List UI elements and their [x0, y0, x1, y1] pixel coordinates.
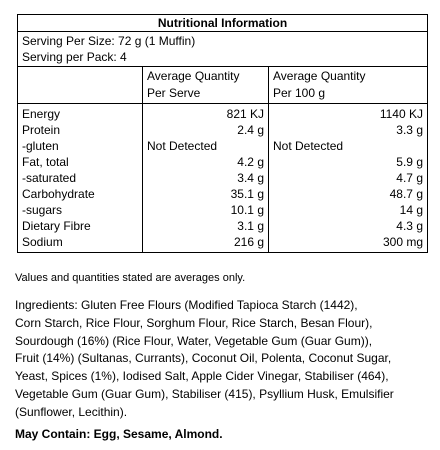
- per-100g-value: 4.3 g: [269, 218, 428, 234]
- header-per-serve-line1: Average Quantity: [147, 69, 240, 83]
- nutrient-row-dietary-fibre: [18, 218, 428, 234]
- nutrient-row-sugars: [18, 202, 428, 218]
- nutrient-name: -saturated: [18, 170, 143, 186]
- nutrient-row-sodium: [18, 234, 428, 253]
- ingredients-line: Fruit (14%) (Sultanas, Currants), Coconut Oil, Polenta, Coconut Sugar,: [15, 351, 392, 366]
- header-blank-cell: [18, 67, 143, 104]
- per-serve-value: Not Detected: [143, 138, 269, 154]
- header-per-100g: [269, 67, 428, 104]
- per-100g-value: 1140 KJ: [269, 104, 428, 123]
- nutrient-name: Sodium: [18, 234, 143, 253]
- averages-footnote: Values and quantities stated are averages only.: [15, 272, 246, 284]
- per-serve-value: 4.2 g: [143, 154, 269, 170]
- ingredients-list: [15, 297, 435, 422]
- nutrient-name: Dietary Fibre: [18, 218, 143, 234]
- nutrient-name: Carbohydrate: [18, 186, 143, 202]
- allergen-statement: May Contain: Egg, Sesame, Almond.: [15, 427, 223, 441]
- ingredients-line: Sourdough (16%) (Rice Flour, Water, Vegetable Gum (Guar Gum)),: [15, 333, 373, 348]
- per-serve-value: 3.4 g: [143, 170, 269, 186]
- per-100g-value: 4.7 g: [269, 170, 428, 186]
- nutrient-row-energy: [18, 104, 428, 123]
- nutrition-panel: [17, 14, 428, 253]
- nutrient-row-fat-total: [18, 154, 428, 170]
- per-serve-value: 10.1 g: [143, 202, 269, 218]
- header-per-serve: [143, 67, 269, 104]
- per-serve-value: 2.4 g: [143, 122, 269, 138]
- per-100g-value: Not Detected: [269, 138, 428, 154]
- ingredients-line: (Sunflower, Lecithin).: [15, 404, 128, 419]
- per-serve-value: 216 g: [143, 234, 269, 253]
- per-100g-value: 14 g: [269, 202, 428, 218]
- nutrient-row-carbohydrate: [18, 186, 428, 202]
- per-serve-value: 35.1 g: [143, 186, 269, 202]
- per-100g-value: 300 mg: [269, 234, 428, 253]
- nutrient-name: Protein: [18, 122, 143, 138]
- header-per-serve-line2: Per Serve: [147, 86, 201, 100]
- serving-per-pack: Serving per Pack: 4: [22, 50, 127, 64]
- per-serve-value: 3.1 g: [143, 218, 269, 234]
- per-100g-value: 5.9 g: [269, 154, 428, 170]
- ingredients-line: Vegetable Gum (Guar Gum), Stabiliser (415), Psyllium Husk, Emulsifier: [15, 386, 394, 401]
- ingredients-line: Yeast, Spices (1%), Iodised Salt, Apple Cider Vinegar, Stabiliser (464),: [15, 369, 389, 384]
- panel-title: Nutritional Information: [18, 15, 428, 32]
- header-per-100g-line2: Per 100 g: [273, 86, 326, 100]
- ingredients-line: Ingredients: Gluten Free Flours (Modified Tapioca Starch (1442),: [15, 298, 358, 312]
- nutrient-name: -gluten: [18, 138, 143, 154]
- serving-size: Serving Per Size: 72 g (1 Muffin): [22, 34, 196, 48]
- nutrient-name: Fat, total: [18, 154, 143, 170]
- nutrient-name: -sugars: [18, 202, 143, 218]
- ingredients-line: Corn Starch, Rice Flour, Sorghum Flour, Rice Starch, Besan Flour),: [15, 315, 373, 330]
- per-100g-value: 48.7 g: [269, 186, 428, 202]
- serving-info: [18, 32, 428, 67]
- nutrient-row-protein: [18, 122, 428, 138]
- per-100g-value: 3.3 g: [269, 122, 428, 138]
- nutrient-row-saturated: [18, 170, 428, 186]
- header-per-100g-line1: Average Quantity: [273, 69, 366, 83]
- nutrient-row-gluten: [18, 138, 428, 154]
- nutrient-name: Energy: [18, 104, 143, 123]
- per-serve-value: 821 KJ: [143, 104, 269, 123]
